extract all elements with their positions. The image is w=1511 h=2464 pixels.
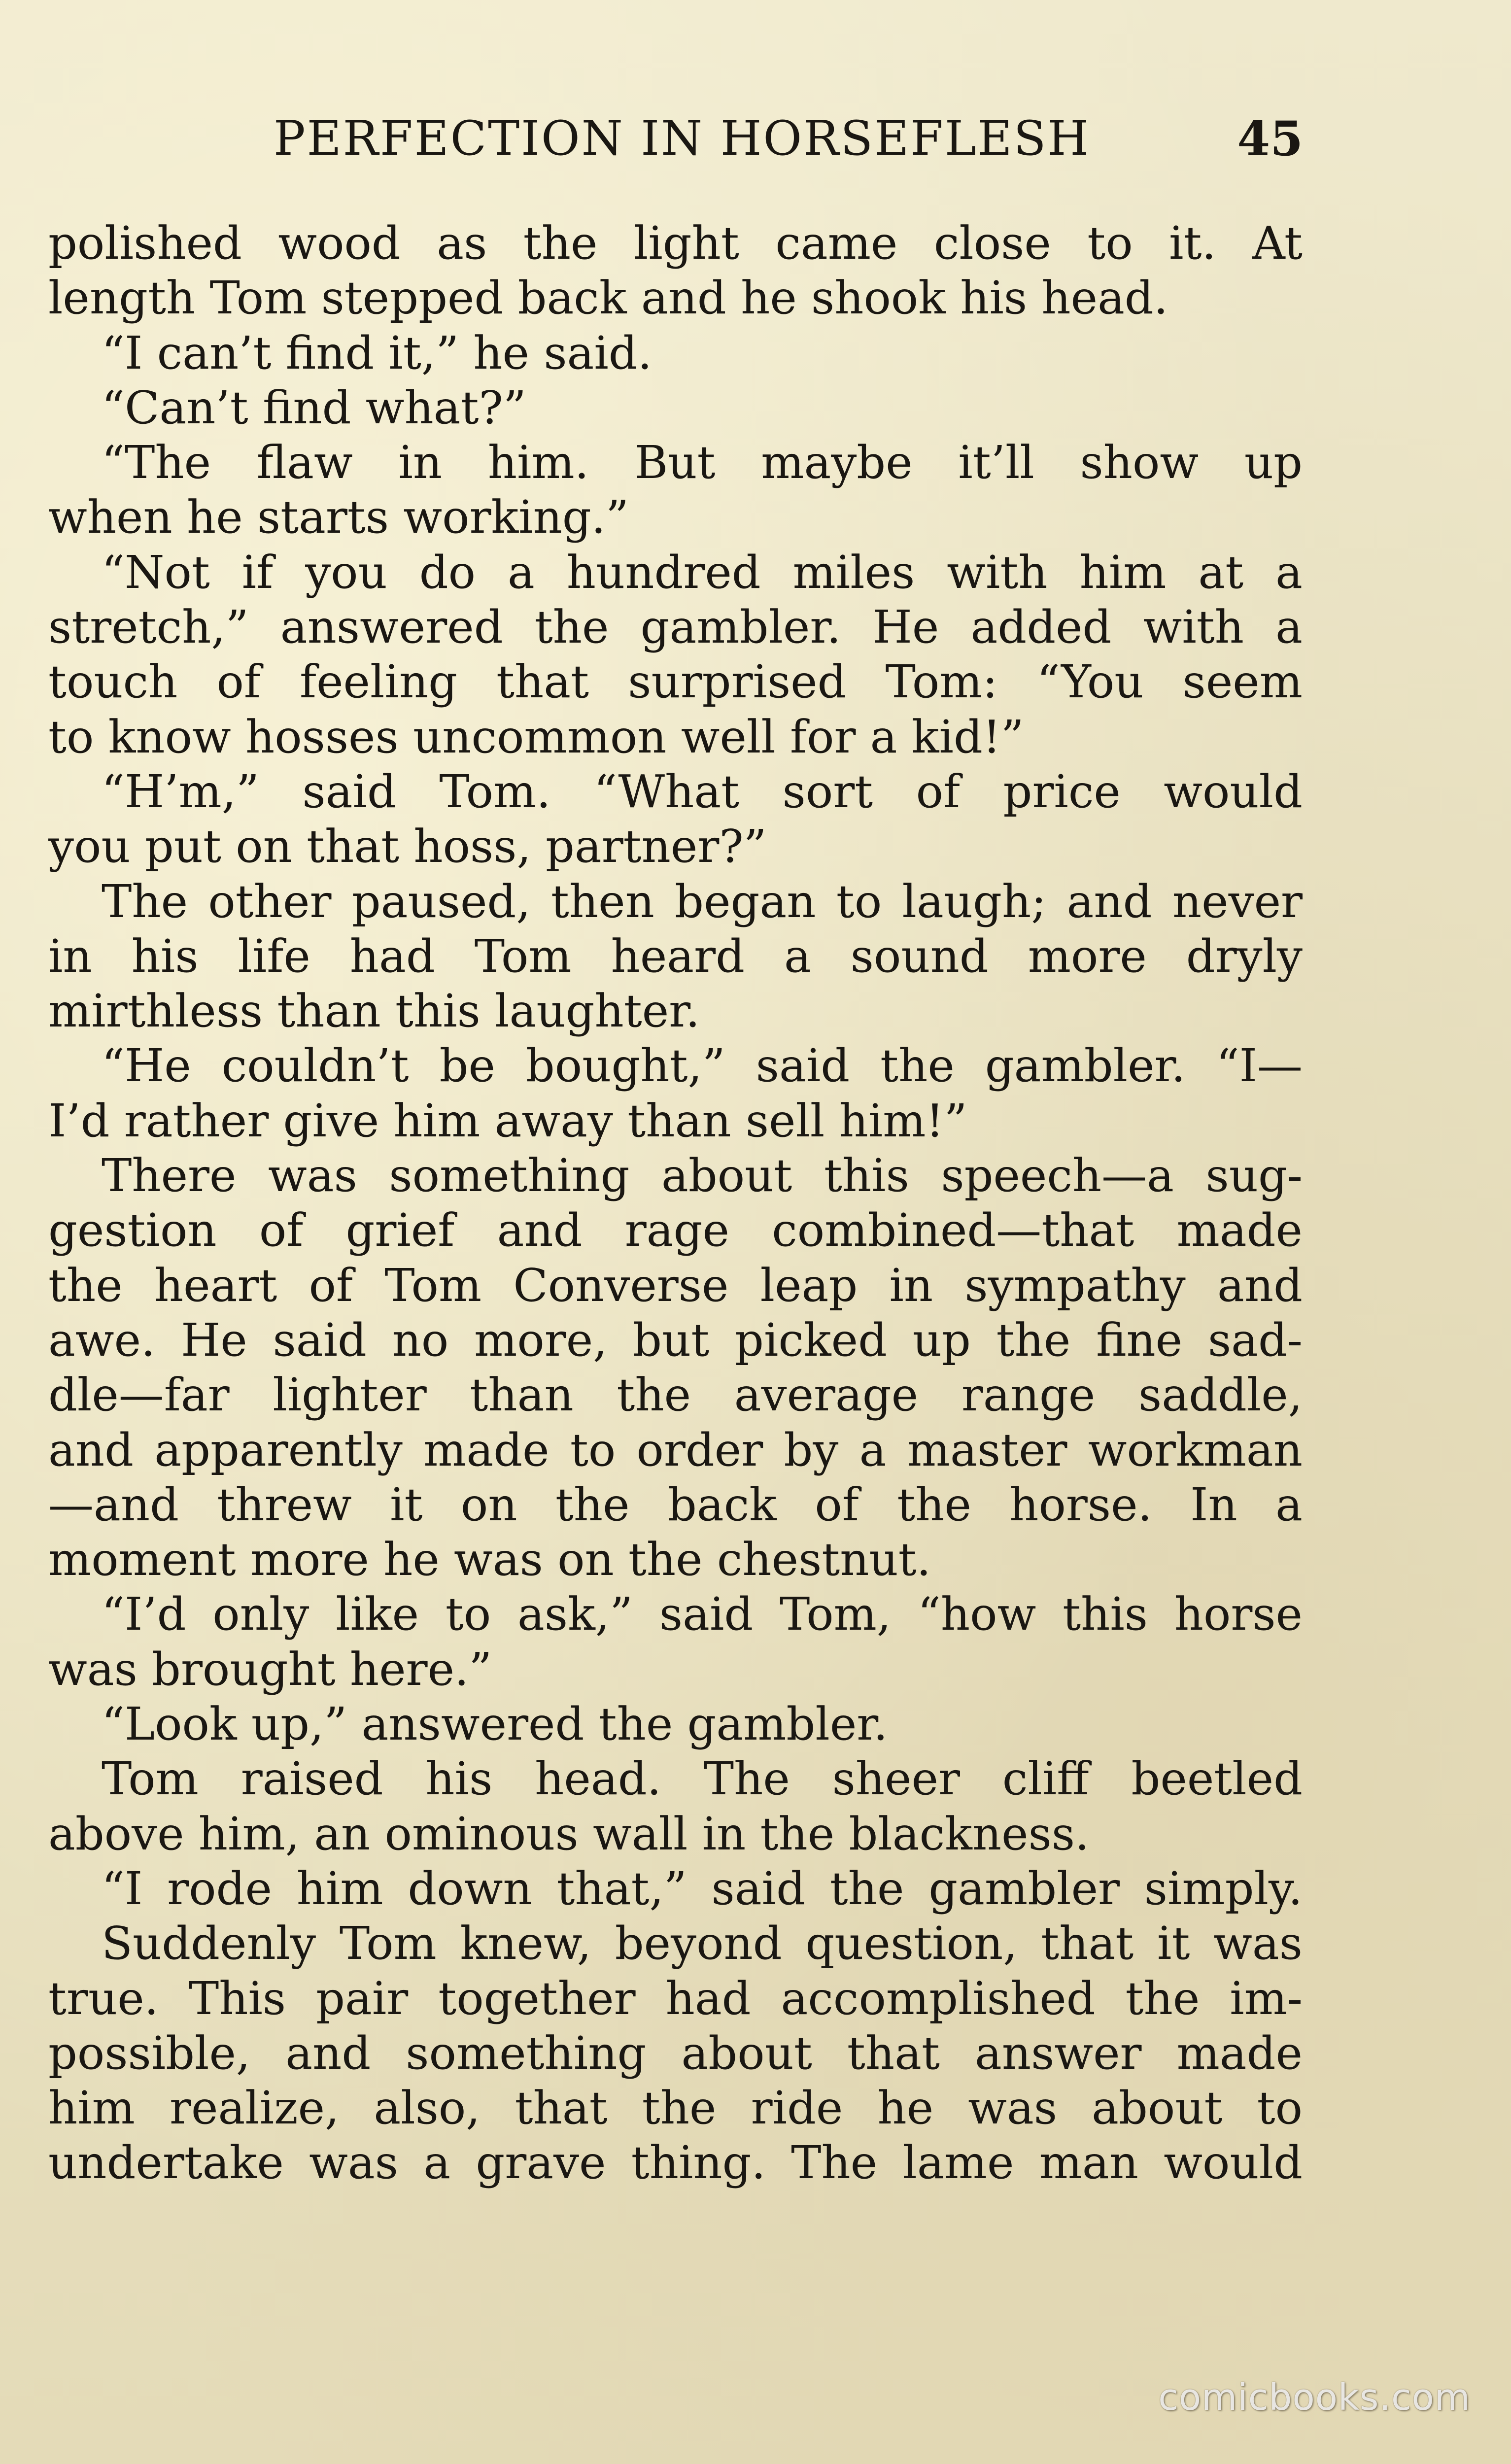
text-line: above him, an ominous wall in the blackness. (48, 1807, 1090, 1860)
text-line: “He couldn’t be bought,” said the gambler. “I— (102, 1039, 1303, 1093)
text-line: length Tom stepped back and he shook his head. (48, 272, 1168, 325)
text-line: I’d rather give him away than sell him!” (48, 1094, 967, 1147)
text-line: stretch,” answered the gambler. He added with a (48, 601, 1303, 654)
text-line: “I’d only like to ask,” said Tom, “how this horse (102, 1588, 1303, 1641)
running-head (0, 106, 1511, 180)
watermark-text: comicbooks.com (1158, 2376, 1471, 2419)
text-line: polished wood as the light came close to it. At (48, 217, 1303, 270)
body-text (48, 216, 1303, 2190)
text-line: was brought here.” (48, 1643, 492, 1696)
text-line: and apparently made to order by a master workman (48, 1423, 1303, 1476)
text-line: “I rode him down that,” said the gambler simply. (102, 1862, 1303, 1915)
text-line: undertake was a grave thing. The lame man would (48, 2136, 1303, 2190)
text-line: true. This pair together had accomplished the im- (48, 1972, 1303, 2025)
text-line: touch of feeling that surprised Tom: “You seem (48, 655, 1303, 709)
text-line: Tom raised his head. The sheer cliff beetled (102, 1752, 1303, 1806)
text-line: the heart of Tom Converse leap in sympathy and (48, 1259, 1303, 1312)
text-line: “Can’t find what?” (102, 381, 526, 434)
text-line: The other paused, then began to laugh; and never (102, 875, 1303, 928)
text-line: when he starts working.” (48, 491, 629, 544)
text-line: —and threw it on the back of the horse. In a (48, 1478, 1303, 1531)
text-line: “The flaw in him. But maybe it’ll show up (102, 436, 1303, 489)
running-title: PERFECTION IN HORSEFLESH (274, 111, 1091, 166)
text-line: awe. He said no more, but picked up the fine sad- (48, 1313, 1303, 1367)
text-line: “Not if you do a hundred miles with him at a (102, 546, 1303, 599)
text-line: gestion of grief and rage combined—that made (48, 1204, 1303, 1257)
text-line: dle—far lighter than the average range saddle, (48, 1369, 1303, 1422)
text-line: him realize, also, that the ride he was about to (48, 2082, 1303, 2135)
text-line: in his life had Tom heard a sound more dryly (48, 929, 1303, 983)
text-line: mirthless than this laughter. (48, 985, 700, 1038)
text-line: to know hosses uncommon well for a kid!” (48, 710, 1024, 763)
page-number: 45 (1237, 111, 1303, 167)
text-line: “H’m,” said Tom. “What sort of price would (102, 765, 1303, 818)
text-line: possible, and something about that answer made (48, 2026, 1303, 2080)
text-line: “Look up,” answered the gambler. (102, 1698, 888, 1751)
text-line: There was something about this speech—a sug- (102, 1149, 1303, 1202)
text-line: moment more he was on the chestnut. (48, 1533, 931, 1586)
text-line: Suddenly Tom knew, beyond question, that it was (102, 1917, 1303, 1970)
text-line: “I can’t find it,” he said. (102, 326, 652, 379)
text-line: you put on that hoss, partner?” (48, 820, 767, 873)
